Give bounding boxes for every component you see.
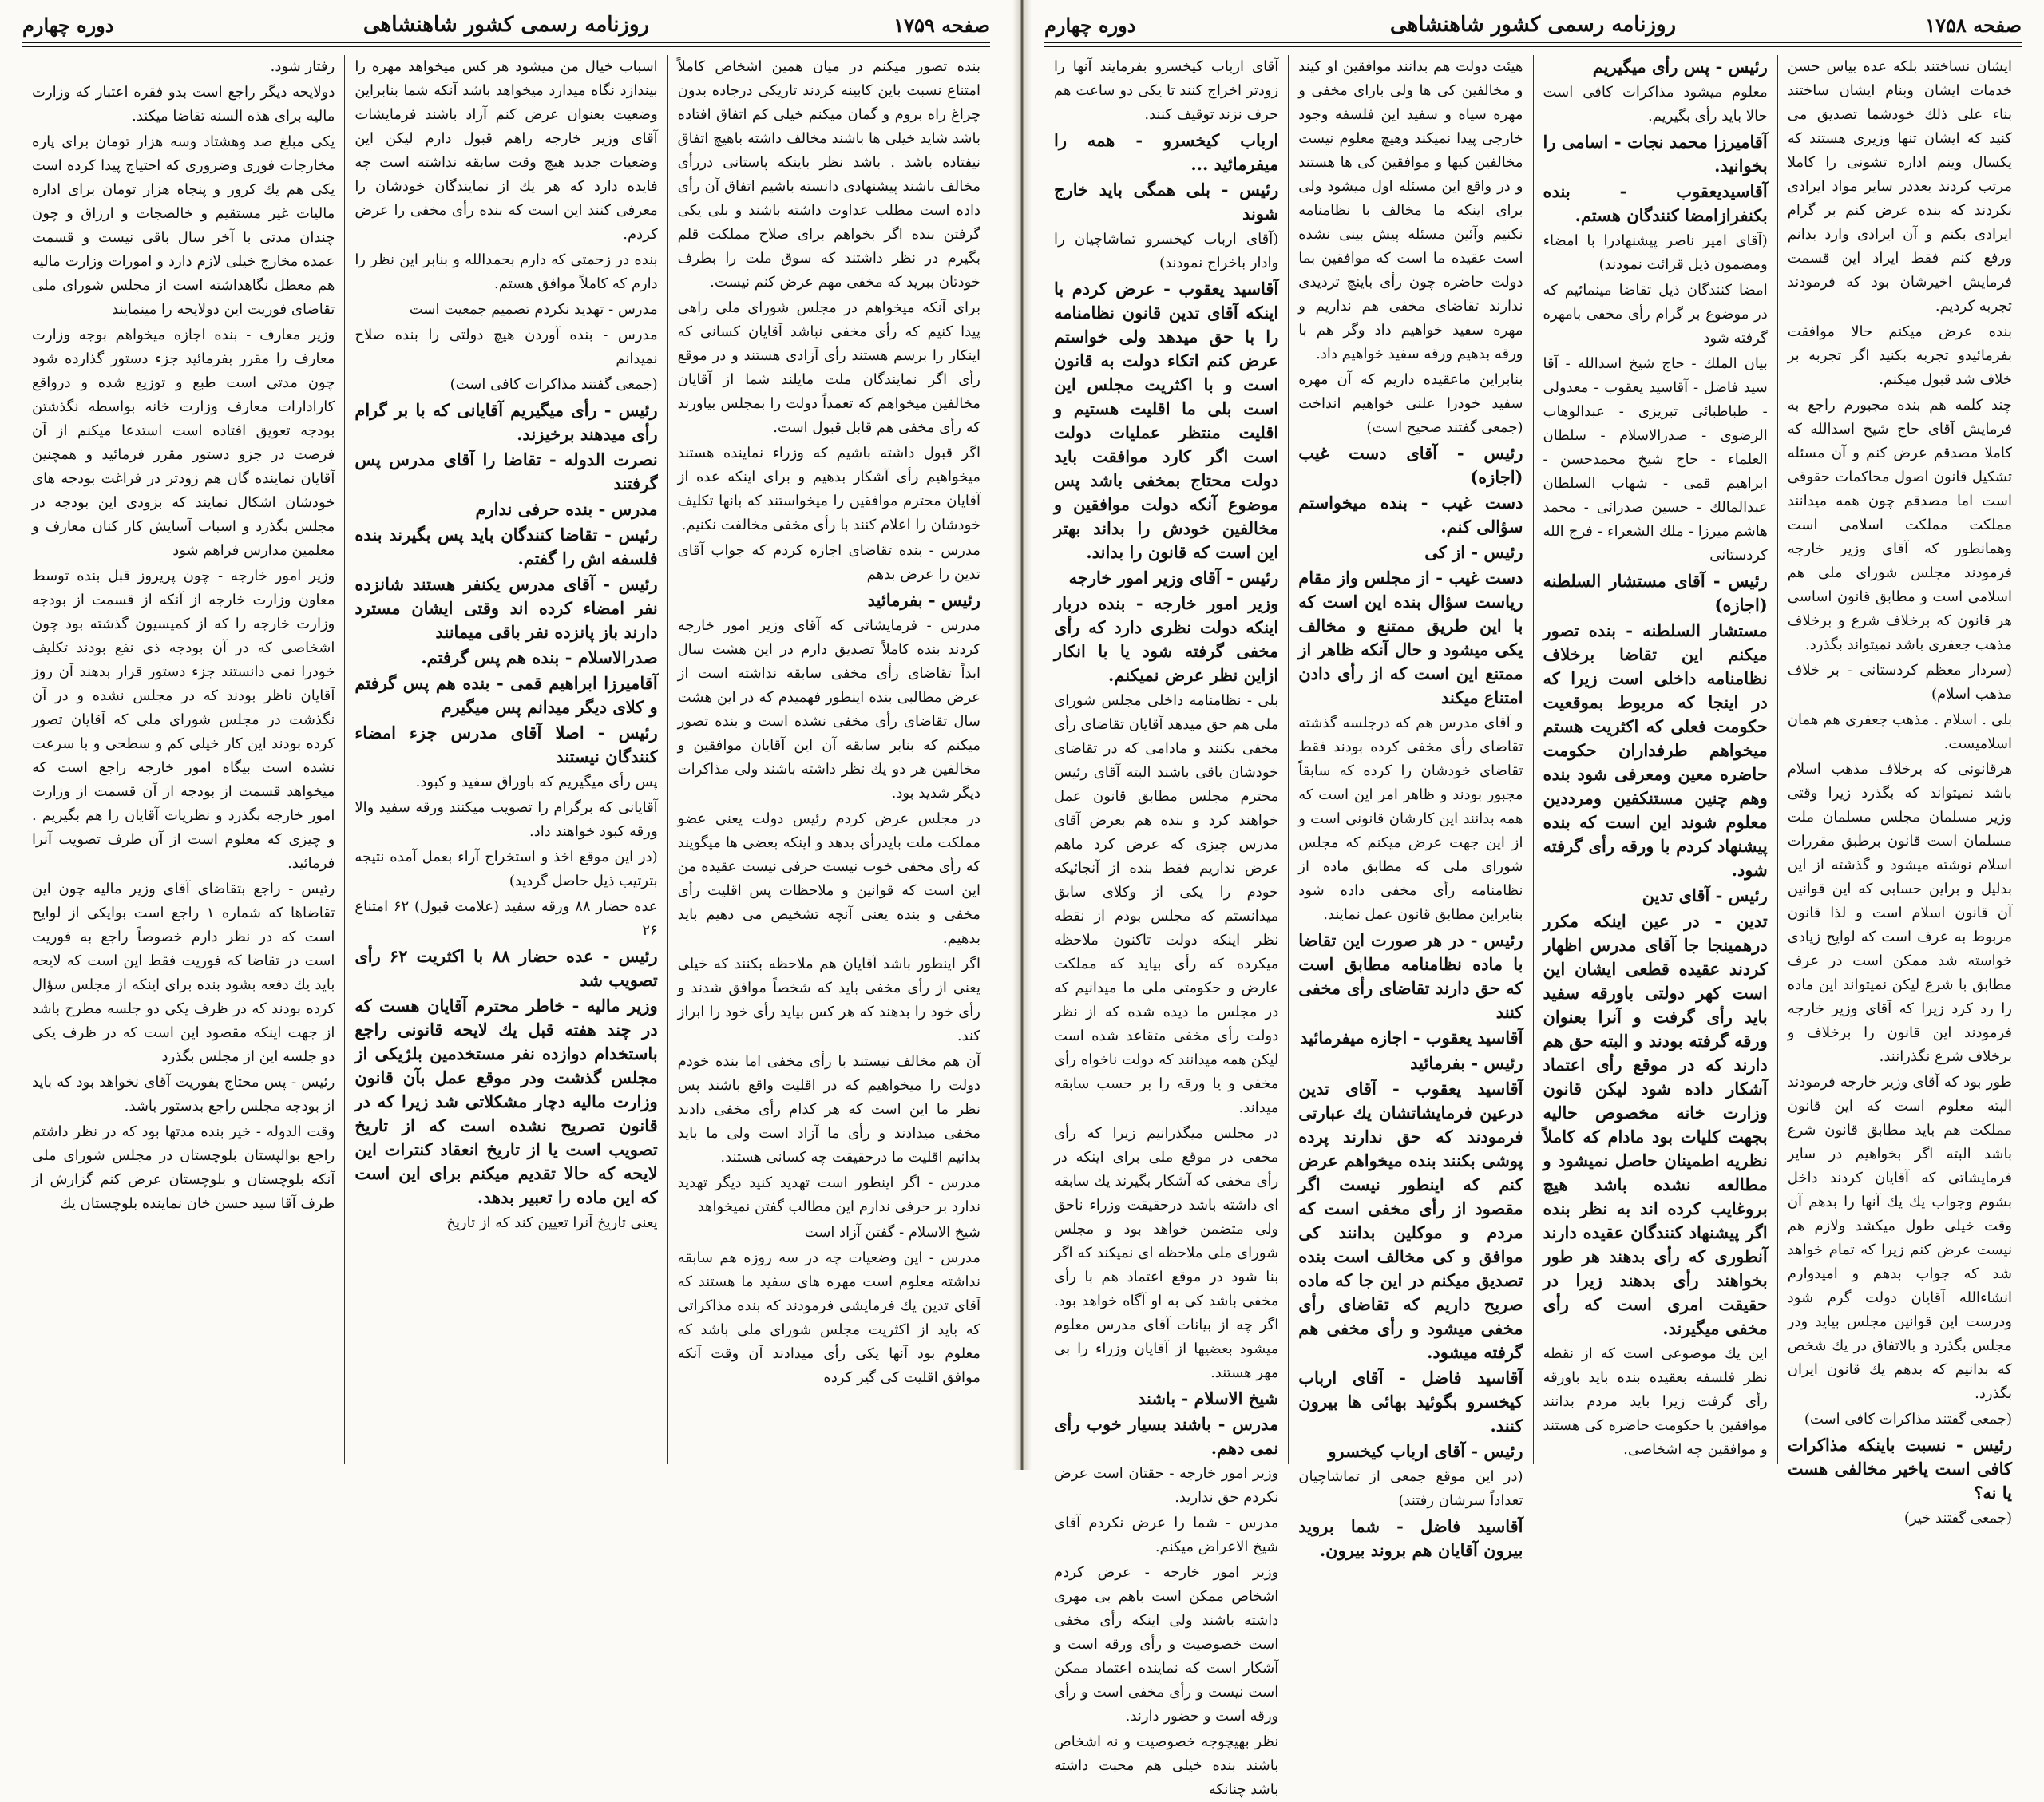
speaker-paragraph: رئیس - پس رأی میگیریم bbox=[1592, 57, 1768, 77]
paragraph: نظر بهیچوجه خصوصیت و نه اشخاص باشند بنده خیلی هم محبت داشته باشد چنانکه bbox=[1054, 1733, 1279, 1798]
speaker-paragraph: آقاسید فاضل - شما بروید بیرون آقایان هم بروند بیرون. bbox=[1298, 1516, 1523, 1560]
speaker-paragraph: دست غیب - بنده میخواستم سؤالی کنم. bbox=[1298, 493, 1523, 537]
masthead: روزنامه رسمی کشور شاهنشاهی bbox=[362, 13, 650, 37]
paragraph: وزیر امور خارجه - عرض کردم اشخاص ممکن است باهم بی مهری داشته باشند ولی اینکه رأی مخفی است خصوصیت و رأی ورقه است و آشکار است که نماینده اعتماد ممکن است نیست و رأی مخفی است و رأی ورقه است و حضور دارند. bbox=[1054, 1564, 1279, 1725]
speaker-paragraph: ارباب کیخسرو - همه را میفرمائید ... bbox=[1054, 130, 1279, 174]
speaker-paragraph: رئیس - رأی میگیریم آقایانی که با بر گرام رأی میدهند برخیزند. bbox=[355, 400, 658, 444]
paragraph: بنده در زحمتی که دارم بحمدالله و بنابر این نظر را دارم که کاملاً موافق هستم. bbox=[355, 251, 658, 292]
text-column bbox=[1288, 55, 1532, 1560]
speaker-paragraph: وزیر امور خارجه - بنده دربار اینکه دولت نظری دارد که رأی مخفی گرفته شود یا با انکار ازاین نظر عرض نمیکنم. bbox=[1054, 593, 1279, 685]
speaker-paragraph: آقاسید فاضل - آقای ارباب کیخسرو بگوئید بهائی ها بیرون کنند. bbox=[1298, 1368, 1523, 1436]
speaker-paragraph: رئیس - بفرمائید bbox=[1410, 1053, 1523, 1073]
paragraph: امضا کنندگان ذیل تقاضا مینمائیم که در موضوع بر گرام رأی مخفی بامهره گرفته شود bbox=[1543, 282, 1768, 347]
page-number: صفحه ۱۷۵۹ bbox=[893, 14, 990, 37]
page-number: صفحه ۱۷۵۸ bbox=[1925, 14, 2022, 37]
paragraph: آن هم مخالف نیستند با رأی مخفی اما بنده خودم دولت را میخواهیم که در اقلیت واقع باشند پس نظر ما این است که هر کدام رأی مخفی دادند مخفی میدادند و رأی ما آزاد است ولی ما باید بدانیم اقلیت ما درحقیقت چه کسانی هستند. bbox=[677, 1053, 980, 1166]
speaker-paragraph: آقامیرزا محمد نجات - اسامی را بخوانید. bbox=[1543, 132, 1768, 176]
text-column bbox=[1777, 55, 2022, 1527]
right-page-columns bbox=[1044, 55, 2022, 1798]
speaker-paragraph: آقاسیدیعقوب - بنده بکنفرازامضا کنندگان هستم. bbox=[1543, 181, 1768, 225]
paragraph: ایشان نساختند بلکه عده بیاس حسن خدمات ایشان وبنام ایشان ساختند بناء علی ذلك خودشما تصدیق می کنید که ایشان تنها وزیری هستند که یکسال وینم اداره تشونی را کاملا مرتب کردند بعددر سایر مواد ایرادی نکردند که بنده عرض کنم بر گرام ایرادی بکنم و آن ایرادی وارد بدانم ورفع کنم فقط ایراد این قسمت فرمایش اخیرشان بود که فرمودند تجربه کردیم. bbox=[1787, 58, 2012, 315]
speaker-paragraph: رئیس - تقاضا کنندگان باید پس بگیرند بنده فلسفه اش را گفتم. bbox=[355, 525, 658, 568]
paragraph: چند کلمه هم بنده مجبورم راجع به فرمایش آقای حاج شیخ اسدالله که کاملا مصدقم عرض کنم و آن مسئله تشکیل قانون اصول محاکمات حقوقی است اما مصدقم چون همه میدانند مملکت مملکت اسلامی است وهمانطور که آقای وزیر خارجه فرمودند مجلس شورای ملی هم اسلامی است و مطابق قانون اساسی هر قانون که برخلاف شرع و برخلاف مذهب جعفری باشد نمیتواند بگذرد. bbox=[1787, 397, 2012, 653]
paragraph: هیئت دولت هم بدانند موافقین او کیند و مخالفین کی ها ولی بارای مخفی و مهره سیاه و سفید این فلسفه وجود خارجی پیدا نمیکند وهیچ معلوم نیست مخالفین کیها و موافقین کی ها هستند و در واقع این مسئله اول میشود ولی برای اینکه ما مخالف با نظامنامه نکنیم وآئین مسئله پیش بینی نشده است عقیده ما است که موافقین بما دولت حاضره چون رأی باینچ تردیدی ندارند تقاضای مخفی هم نداریم و مهره سفید خواهیم داد وگر هم با ورقه بدهیم ورقه سفید خواهیم داد. bbox=[1298, 58, 1523, 362]
paragraph: هرقانونی که برخلاف مذهب اسلام باشد نمیتواند که بگذرد زیرا وقتی وزیر مسلمان مجلس مسلمان ملت مسلمان است قانون برطبق مقررات اسلام نوشته میشود و گذشته از این بدلیل و براین حسابی که این قوانین آن قانون اسلام است و لذا قانون مربوط به عرف است که لوایح زیادی خواسته شد ممکن است در عرف مطابق با شرع لیکن نمیتواند این ماده را رد کرد زیرا که آقای وزیر خارجه فرمودند این قانون را برخلاف و برخلاف شرع نگذرانند. bbox=[1787, 761, 2012, 1065]
right-page bbox=[1022, 0, 2044, 1798]
paragraph: اگر اینطور باشد آقایان هم ملاحظه بکنند که خیلی یعنی از رأی مخفی باید که شخصاً موافق شدند و رأی خود را بدهند که هر کس بیاید رأی خود را ابراز کند. bbox=[677, 956, 980, 1044]
left-page-columns bbox=[22, 55, 990, 1464]
paragraph: (جمعی گفتند خیر) bbox=[1903, 1510, 2012, 1527]
text-column bbox=[1533, 55, 1777, 1464]
speaker-paragraph: وزیر مالیه - خاطر محترم آقایان هست که در چند هفته قبل یك لایحه قانونی راجع باستخدام دوازده نفر مستخدمین بلژیکی از مجلس گذشت ودر موقع عمل بآن قانون وزارت مالیه دچار مشکلاتی شد زیرا که در قانون تصریح نشده است که از تاریخ تصویب است یا از تاریخ انعقاد کنترات این لایحه که حالا تقدیم میکنم برای این است که این ماده را تعبیر بدهد. bbox=[355, 996, 658, 1207]
paragraph: برای آنکه میخواهم در مجلس شورای ملی راهی پیدا کنیم که رأی مخفی نباشد آقایان کسانی که اینکار را برسم هستند رأی آزادی هستند و در موقع رأی اگر نمایندگان ملت مایلند شما از آقایان مخالفین میخواهم که تعمداً دولت را بمجلس بیاورند که رأی مخفی هم قابل قبول است. bbox=[677, 299, 980, 436]
paragraph: رئیس - پس محتاج بفوریت آقای نخواهد بود که باید از بودجه مجلس راجع بدستور باشد. bbox=[32, 1074, 335, 1115]
paragraph: مدرس - بنده آوردن هیچ دولتی را بنده صلاح نمیدانم bbox=[355, 327, 658, 367]
speaker-paragraph: رئیس - بفرمائید bbox=[867, 590, 980, 610]
speaker-paragraph: مدرس - باشند بسیار خوب رأی نمی دهم. bbox=[1054, 1414, 1279, 1458]
paragraph: آقای ارباب کیخسرو بفرمایند آنها را زودتر اخراج کنند تا یکی دو ساعت هم حرف نزند توقیف کنند. bbox=[1054, 58, 1279, 123]
paragraph: مدرس - بنده تقاضای اجازه کردم که جواب آقای تدین را عرض بدهم bbox=[677, 542, 980, 583]
paragraph: مدرس - شما را عرض نکردم آقای شیخ الاعراض میکنم. bbox=[1054, 1515, 1279, 1555]
speaker-paragraph: رئیس - آقای دست غیب (اجازه) bbox=[1298, 443, 1523, 487]
left-page-header bbox=[22, 0, 990, 43]
paragraph: (آقای امیر ناصر پیشنهادرا با امضاء ومضمون ذیل قرائت نمودند) bbox=[1543, 232, 1768, 273]
paragraph: بنده تصور میکنم در میان همین اشخاص کاملاً امتناع نسبت باین کابینه کردند تاریکی درجاده بدون چراغ راه بروم و گمان میکنم خیلی کم اتفاق افتاده باشد شاید خیلی ها باشند مخالف داشته باهیچ اتفاق نیفتاده باشد . باشد نظر باینکه پاستانی دررأی مخالف باشند پیشنهادی دانسته باشیم اتفاق آن رأی داده است مطلب عداوت داشته باشند و بلی یکی گرفتن بنده اگر بخواهم برای صلاح مملکت قلم بگیرم در نظر داشتند که سوق ملت را بطرف خودتان ببرید که مخفی مهم عرض کنم نیست. bbox=[677, 58, 980, 291]
paragraph: شیخ الاسلام - گفتن آزاد است bbox=[804, 1224, 980, 1241]
text-column bbox=[22, 55, 344, 1464]
paragraph: اگر قبول داشته باشیم که وزراء نماینده هستند میخواهیم رأی آشکار بدهیم و برای اینکه عده از آقایان محترم موافقین را میخواستند که بانها تکلیف خودشان را اعلام کنند با رأی مخفی مخالفت نکنیم. bbox=[677, 445, 980, 533]
speaker-paragraph: رئیس - از کی bbox=[1424, 542, 1523, 562]
speaker-paragraph: رئیس - آقای مدرس یکنفر هستند شانزده نفر امضاء کرده اند وقتی ایشان مسترد دارند باز پانزده نفر باقی میمانند bbox=[355, 574, 658, 642]
speaker-paragraph: آقاسید یعقوب - آقای تدین درعین فرمایشاتشان یك عبارتی فرمودند که حق ندارند پرده پوشی بکنند بنده میخواهم عرض کنم که اینطور نیست اگر مقصود از رأی مخفی است که مردم و موکلین بدانند کی موافق و کی مخالف است بنده تصدیق میکنم در این جا که ماده صریح داریم که تقاضای رأی مخفی میشود و رأی مخفی هم گرفته میشود. bbox=[1298, 1079, 1523, 1362]
paragraph: در مجلس عرض کردم رئیس دولت یعنی عضو مملکت ملت بایدرأی بدهد و اینکه بعضی ها میگویند که رأی مخفی خوب نیست حرفی نیست عقیده من این است که قوانین و ملاحظات پس اقلیت رأی مخفی و بنده یعنی آنچه تشخیص می دهیم باید بدهیم. bbox=[677, 810, 980, 947]
speaker-paragraph: تدین - در عین اینکه مکرر درهمینجا جا آقای مدرس اظهار کردند عقیده قطعی ایشان این است کهر دولتی باورقه سفید باید رأی گرفت و آنرا بعنوان ورقه گرفته بودند و البته حق هم دارند که در موقع رأی اعتماد آشکار داده شود لیکن قانون وزارت خانه مخصوص حالیه بجهت کلیات بود مادام که کاملاً نظریه اطمینان حاصل نمیشود و مطالعه نشده باشد هیچ بروغایب کرده اند به نظر بنده اگر پیشنهاد کنندگان عقیده دارند آنطوری که رأی بدهند هر طور بخواهند رأی بدهند زیرا در حقیقت امری است که رأی مخفی میگیرند. bbox=[1543, 911, 1768, 1338]
paragraph: رئیس - راجع بتقاضای آقای وزیر مالیه چون این تقاضاها که شماره ۱ راجع است بوایکی از لوایح است که در نظر دارم خصوصاً راجع به فوریت است در تقاضا که فوریت فقط این است که لایحه باید یك دفعه بشود بنده برای اینکه از مجلس سؤال کرده بودند که در ظرف یکی دو جلسه مطرح باشد از جهت اینکه مقصود این است که در ظرف یکی دو جلسه این از مجلس بگذرد bbox=[32, 881, 335, 1065]
period-label: دوره چهارم bbox=[1044, 14, 1136, 37]
text-column bbox=[667, 55, 990, 1464]
paragraph: (در این موقع اخذ و استخراج آراء بعمل آمده نتیجه بترتیب ذیل حاصل گردید) bbox=[355, 849, 658, 889]
masthead: روزنامه رسمی کشور شاهنشاهی bbox=[1389, 13, 1677, 37]
speaker-paragraph: رئیس - بلی همگی باید خارج شوند bbox=[1054, 180, 1279, 224]
right-page-header bbox=[1044, 0, 2022, 43]
paragraph: یعنی تاریخ آنرا تعیین کند که از تاریخ bbox=[446, 1214, 658, 1231]
paragraph: (جمعی گفتند مذاکرات کافی است) bbox=[450, 376, 658, 393]
paragraph: عده حضار ۸۸ ورقه سفید (علامت قبول) ۶۲ امتناع ۲۶ bbox=[355, 898, 658, 939]
speaker-paragraph: رئیس - نسبت باینکه مذاکرات کافی است یاخیر مخالفی هست یا نه؟ bbox=[1787, 1435, 2012, 1503]
speaker-paragraph: مدرس - بنده حرفی ندارم bbox=[475, 499, 658, 519]
speaker-paragraph: رئیس - اصلا آقای مدرس جزء امضاء کنندگان نیستند bbox=[355, 723, 658, 766]
speaker-paragraph: صدرالاسلام - بنده هم پس گرفتم. bbox=[421, 648, 658, 667]
speaker-paragraph: رئیس - عده حضار ۸۸ با اکثریت ۶۲ رأی تصویب شد bbox=[355, 946, 658, 990]
paragraph: در مجلس میگذرانیم زیرا که رأی مخفی در موقع ملی برای اینکه در رأی مخفی که آشکار بگیرند یك سابقه ای داشته باشد درحقیقت وزراء ناحق ولی متضمن خواهد بود و مجلس شورای ملی ملاحظه ای نمیکند که اگر بنا شود در موقع اعتماد هم با رأی مخفی باشد کی به او آگاه خواهد بود. اگر چه از بیانات آقای مدرس معلوم میشود بعضیها از آقایان وزراء را بی مهر هستند. bbox=[1054, 1125, 1279, 1381]
paragraph: (در این موقع جمعی از تماشاچیان تعداداً سرشان رفتند) bbox=[1298, 1468, 1523, 1509]
speaker-paragraph: آقاسید یعقوب - عرض کردم با اینکه آقای تدین قانون نظامنامه را با حق میدهد ولی خواستم عرض کنم اتکاء دولت به قانون است و با اکثریت مجلس این است بلی ما اقلیت هستیم و اقلیت منتظر عملیات دولت است اگر کارد موافقت باید دولت محتاج بمخفی باشد پس موضوع آنکه دولت موافقین و مخالفین خودش را بداند بهتر این است که قانون را بداند. bbox=[1054, 279, 1279, 562]
speaker-paragraph: نصرت الدوله - تقاضا را آقای مدرس پس گرفتند bbox=[355, 450, 658, 493]
paragraph: (جمعی گفتند مذاکرات کافی است) bbox=[1804, 1411, 2012, 1428]
paragraph: (سردار معظم کردستانی - بر خلاف مذهب اسلام) bbox=[1787, 662, 2012, 703]
text-column bbox=[1044, 55, 1288, 1798]
paragraph: معلوم میشود مذاکرات کافی است حالا باید رأی بگیریم. bbox=[1543, 84, 1768, 125]
speaker-paragraph: آقاسید یعقوب - اجازه میفرمائید bbox=[1300, 1028, 1523, 1048]
paragraph: وقت الدوله - خیر بنده مدتها بود که در نظر داشتم راجع بوالپستان بلوچستان در مجلس شورای ملی آنکه بلوچستان و بلوچستان عرض کنم گزارش از طرف آقا سید حسن خان نماینده بلوچستان یك bbox=[32, 1123, 335, 1212]
speaker-paragraph: رئیس - آقای وزیر امور خارجه bbox=[1068, 568, 1279, 588]
paragraph: بیان الملك - حاج شیخ اسدالله - آقا سید فاضل - آقاسید یعقوب - معدولی - طباطبائی تبریزی - عبدالوهاب الرضوی - صدرالاسلام - سلطان العلماء - حاج شیخ محمدحسن - ابراهیم قمی - شهاب السلطان عبدالمالك - حسین صدرائی - محمد هاشم میرزا - ملك الشعراء - فرج الله کردستانی bbox=[1543, 355, 1768, 564]
speaker-paragraph: دست غیب - از مجلس واز مقام ریاست سؤال بنده این است که با این طریق ممتنع و مخالف یکی میشود و حال آنکه ظاهر از ممتنع این است که از رأی دادن امتناع میکند bbox=[1298, 568, 1523, 707]
paragraph: وزیر امور خارجه - حقتان است عرض نکردم حق ندارید. bbox=[1054, 1465, 1279, 1506]
speaker-paragraph: رئیس - در هر صورت این تقاضا با ماده نظامنامه مطابق است که حق دارند تقاضای رأی مخفی کنند bbox=[1298, 930, 1523, 1022]
period-label: دوره چهارم bbox=[22, 14, 114, 37]
paragraph: و آقای مدرس هم که درجلسه گذشته تقاضای رأی مخفی کرده بودند فقط تقاضای خودشان را کرده که سابقاً مجبور بودند و ظاهر امر این است که همه بدانند این کارشان قانونی است و از این جهت عرض میکنم که مجلس شورای ملی که مطابق ماده از نظامنامه رأی مخفی داده شود بنابراین مطابق قانون عمل نمایند. bbox=[1298, 715, 1523, 923]
speaker-paragraph: شیخ الاسلام - باشند bbox=[1137, 1388, 1279, 1408]
paragraph: مدرس - فرمایشاتی که آقای وزیر امور خارجه کردند بنده کاملاً تصدیق دارم در این هشت سال ابداً تقاضای رأی مخفی سابقه نداشته است از عرض مطالبی بنده اینطور فهمیدم که در این هشت سال تقاضای رأی مخفی نشده است و بنده تصور میکنم که بنابر سابقه آن این آقایان موافقین و مخالفین هر دو یك نظر داشته باشند ولی مذاکرات دیگر شدید بود. bbox=[677, 617, 980, 802]
paragraph: (آقای ارباب کیخسرو تماشاچیان را وادار باخراج نمودند) bbox=[1054, 231, 1279, 271]
paragraph: بلی . اسلام . مذهب جعفری هم همان اسلامیست. bbox=[1787, 711, 2012, 752]
paragraph: اسباب خیال من میشود هر کس میخواهد مهره را بیندازد نگاه میدارد میخواهد باشد آنکه شما بنابراین وضعیت بعنوان عرض کنم آزاد باشند فرمایشات آقای وزیر خارجه راهم قبول دارم لیکن این وضعیات جدید هیچ وقت سابقه نداشته است چه فایده دارد که هر یك از نمایندگان خودشان را معرفی کنند این است که بنده رأی مخفی را عرض کردم. bbox=[355, 58, 658, 243]
paragraph: این یك موضوعی است که از نقطه نظر فلسفه بعقیده بنده باید باورقه رأی گرفت زیرا باید مردم بدانند موافقین با حکومت حاضره کی هستند و موافقین چه اشخاصی. bbox=[1543, 1345, 1768, 1458]
text-column bbox=[344, 55, 667, 1464]
paragraph: مدرس - اگر اینطور است تهدید کنید دیگر تهدید ندارد بر حرفی ندارم این مطالب گفتن نمیخواهد bbox=[677, 1174, 980, 1215]
paragraph: مدرس - تهدید نکردم تصمیم جمعیت است bbox=[409, 301, 658, 318]
paragraph: وزیر معارف - بنده اجازه میخواهم بوجه وزارت معارف را مقرر بفرمائید جزء دستور گذارده شود چون مدتی است طبع و توزیع شده و درواقع کارادارات معارف وزارت خانه بواسطه نگذشتن بودجه تعویق افتاده است استدعا میکنم از آن فرصت در جزو دستور مقرر فرمائید و همچنین آقایان نماینده گان هم زودتر در فراغت بودجه های خودشان اشکال نمایند که بزودی این بودجه در مجلس بگذرد و اسباب آسایش کار کنان معارف و معلمین مدارس فراهم شود bbox=[32, 327, 335, 559]
speaker-paragraph: آقامیرزا ابراهیم قمی - بنده هم پس گرفتم و کلای دیگر میدانم پس میگیرم bbox=[355, 673, 658, 717]
paragraph: طور بود که آقای وزیر خارجه فرمودند البته معلوم است که این قانون مملکت هم باید مطابق قانون شرع باشد البته اگر بخواهیم در سایر فرمایشاتی که آقایان کردند داخل بشوم وجواب یك یك آنها را بدهم آن وقت خیلی طول میکشد ولازم هم نیست عرض کنم زیرا که تمام خواهد شد که جواب بدهم و امیدوارم انشاءالله آقایان دولت گرم شود ودرست این قوانین مجلس بیاید ودر مجلس بگذرد و بالاتفاق در یك شخص که بدانیم که بدهم یك قانون ایران بگذرد. bbox=[1787, 1074, 2012, 1402]
paragraph: بنده عرض میکنم حالا موافقت بفرمائیدو تجربه بکنید اگر تجربه بر خلاف شد قبول میکنم. bbox=[1787, 323, 2012, 388]
paragraph: بلی - نظامنامه داخلی مجلس شورای ملی هم حق میدهد آقایان تقاضای رأی مخفی بکنند و مادامی که در تقاضای خودشان باقی باشند البته آقای رئیس محترم مجلس مطابق قانون عمل خواهند کرد و بنده هم بعرض آقای مدرس چیزی که عرض کرد ماهم عرض نداریم فقط بنده از آنجائیکه خودم را یکی از وکلای سابق میدانستم که مجلس بودم از نقطه نظر اینکه دولت تاکنون ملاحظه میکرده که رأی بیاید که مملکت عارض و حکومتی ملی ما میدانیم که در مجلس ما دیده شده که از نظر دولت رأی مخفی متقاعد شده است لیکن همه میدانند که دولت ناخواه رأی مخفی و یا ورقه را بر حسب سابقه میداند. bbox=[1054, 692, 1279, 1116]
paragraph: دولایحه دیگر راجع است بدو فقره اعتبار که وزارت مالیه برای هذه السنه تقاضا میکند. bbox=[32, 84, 335, 125]
speaker-paragraph: رئیس - آقای مستشار السلطنه (اجازه) bbox=[1543, 571, 1768, 615]
paragraph: یکی مبلغ صد وهشتاد وسه هزار تومان برای پاره مخارجات فوری وضروری که احتیاج پیدا کرده است یکی هم یك کرور و پنجاه هزار تومان برای اداره مالیات غیر مستقیم و خالصجات و ارزاق و چون چندان مدتی با آخر سال باقی نیست و قسمت عمده مخارج خیلی لازم دارد و امورات وزارت مالیه هم معطل نگاهداشته است از مجلس شورای ملی تقاضای فوریت این دولایحه را مینمایند bbox=[32, 133, 335, 318]
speaker-paragraph: رئیس - آقای ارباب کیخسرو bbox=[1328, 1441, 1523, 1461]
left-page bbox=[0, 0, 1012, 1470]
book-gutter bbox=[1012, 0, 1032, 1470]
paragraph: بنابراین ماعقیده داریم که آن مهره سفید خودرا علنی خواهیم انداخت (جمعی گفتند صحیح است) bbox=[1298, 371, 1523, 436]
paragraph: مدرس - این وضعیات چه در سه روزه هم سابقه نداشته معلوم است مهره های سفید ما هستند که آقای تدین یك فرمایشی فرمودند که بنده مذاکراتی که باید از اکثریت مجلس شورای ملی باشد که معلوم بود آنها یکی رأی میدادند آن وقت آنکه موافق اقلیت کی گیر کرده bbox=[677, 1250, 980, 1386]
speaker-paragraph: رئیس - آقای تدین bbox=[1642, 885, 1768, 905]
paragraph: رفتار شود. bbox=[270, 58, 335, 75]
paragraph: آقایانی که برگرام را تصویب میکنند ورقه سفید والا ورقه کبود خواهند داد. bbox=[355, 799, 658, 840]
paragraph: پس رأی میگیریم که باوراق سفید و کبود. bbox=[415, 774, 658, 790]
paragraph: وزیر امور خارجه - چون پریروز قبل بنده توسط معاون وزارت خارجه از آنکه از قسمت از بودجه وزارت خارجه را که از کمیسیون گذشته بود چون اشخاصی که در آن بودجه ذی نفع بودند تکلیف خودرا نمی دانستند جزء دستور قرار بدهند آن روز آقایان ناظر بودند که در مجلس نشده و در آن نگذشت در مجلس شورای ملی که آقایان تصور کرده بودند این کار خیلی کم و سطحی و با سرعت نشده است بیگاه امور خارجه راجع است که میخواهد قسمت از بودجه از آن قسمت از وزارت امور خارجه بگذرد و نظریات آقایان را هم بگیریم . و چیزی که معلوم است از آن طرف تصویب آنرا فرمائید. bbox=[32, 568, 335, 872]
speaker-paragraph: مستشار السلطنه - بنده تصور میکنم این تقاضا برخلاف نظامنامه داخلی است زیرا که در اینجا که مربوط بموقعیت حکومت فعلی که اکثریت هستم میخواهم طرفداران حکومت حاضره معین ومعرفی شود بنده وهم چنین مستنکفین ومرددین معلوم شوند این است که بنده پیشنهاد کردم با ورقه رأی گرفته شود. bbox=[1543, 620, 1768, 880]
